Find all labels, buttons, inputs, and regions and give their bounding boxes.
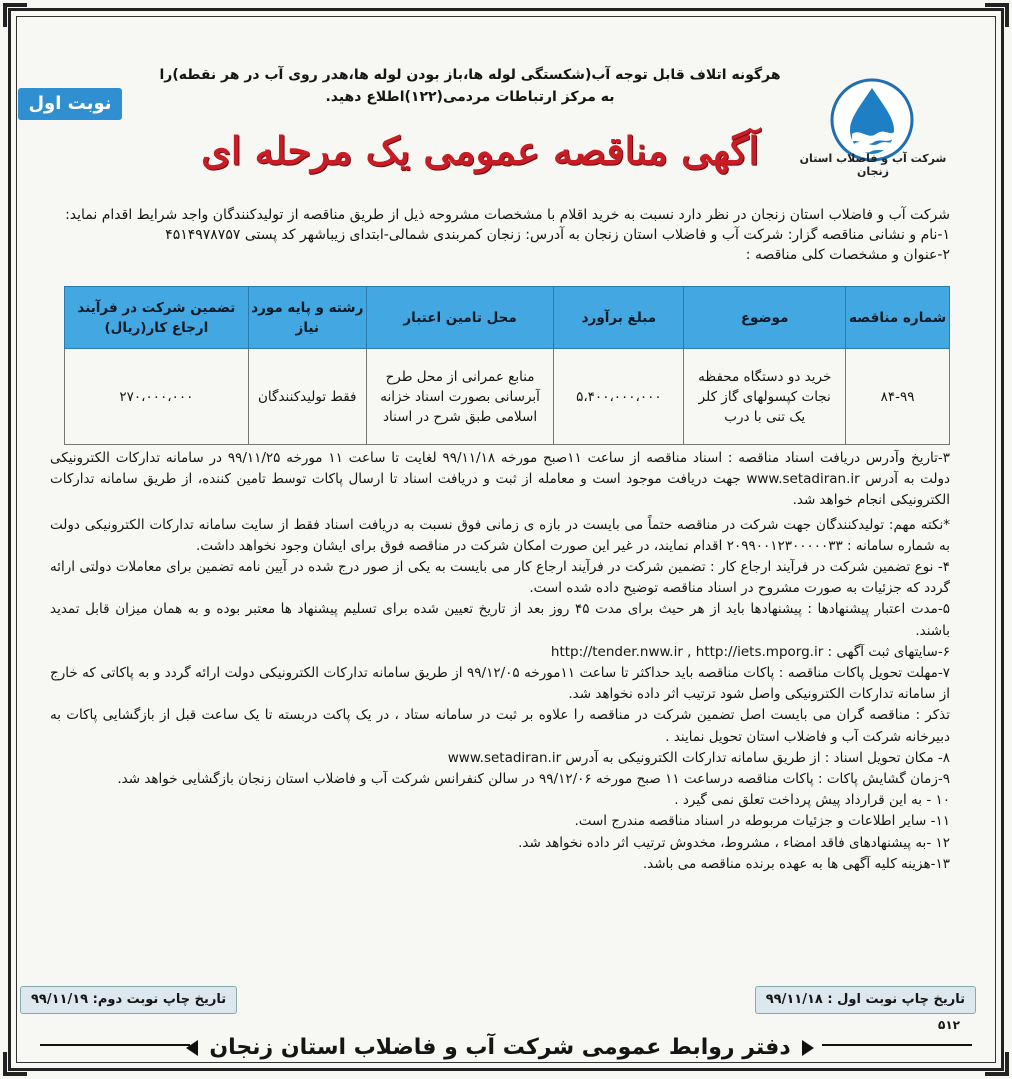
corner-ornament <box>985 3 1009 27</box>
footer-public-relations <box>180 1028 820 1068</box>
important-note: *نکته مهم: تولیدکنندگان جهت شرکت در مناقصه حتماً می بایست در بازه ی زمانی فوق نسبت به دریافت اسناد فقط از سایت سامانه تدارکات الکترونیکی دولت به شماره سامانه : ۲۰۹۹۰۰۱۲۳۰۰۰۰۰۳۳ اقدام نمایند، در غیر این صورت امکان شرکت در مناقصه فوق برای ایشان وجود نخواهد داشت. <box>50 516 950 554</box>
cell-subject: خرید دو دستگاه محفظه نجات کپسولهای گاز کلر یک تنی با درب <box>684 349 846 445</box>
intro-paragraph: شرکت آب و فاضلاب استان زنجان در نظر دارد نسبت به خرید اقلام با مشخصات مشروحه ذیل از طریق مناقصه از تولیدکنندگان واجد شرایط اقدام نماید: <box>65 207 950 223</box>
cell-tender-number: ۸۴-۹۹ <box>846 349 950 445</box>
section-3-documents: ۳-تاریخ وآدرس دریافت اسناد مناقصه : اسناد مناقصه از ساعت ۱۱صبح مورخه ۹۹/۱۱/۱۸ لغایت تا ساعت ۱۱ مورخه ۹۹/۱۱/۲۵ در سامانه تدارکات الکترونیکی دولت به آدرس www.setadiran.ir جهت دریافت موجود است و معامله از ثبت و دریافت اسناد تا ارسال پاکات توسط تامین کننده، از طریق سامانه تدارکات الکترونیکی انجام خواهد شد. <box>50 450 951 509</box>
arrow-icon <box>802 1040 814 1056</box>
section-8-delivery-place: ۸- مکان تحویل اسناد : از طریق سامانه تدارکات الکترونیکی به آدرس www.setadiran.ir <box>447 749 950 766</box>
corner-ornament <box>3 3 27 27</box>
section-9-opening-time: ۹-زمان گشایش پاکات : پاکات مناقصه درساعت ۱۱ صبح مورخه ۹۹/۱۲/۰۶ در سالن کنفرانس شرکت آب و فاضلاب استان زنجان بازگشایی خواهد شد. <box>117 771 950 788</box>
arrow-icon <box>186 1040 198 1056</box>
tender-conditions <box>50 448 950 875</box>
cell-estimate: ۵،۴۰۰،۰۰۰،۰۰۰ <box>554 349 684 445</box>
cell-guarantee: ۲۷۰،۰۰۰،۰۰۰ <box>65 349 249 445</box>
header-estimate: مبلغ برآورد <box>554 287 684 349</box>
notice-line-2: به مرکز ارتباطات مردمی(۱۲۲)اطلاع دهید. <box>325 89 615 105</box>
page-title: آگهی مناقصه عمومی یک مرحله ای <box>201 128 759 173</box>
corner-ornament <box>3 1052 27 1076</box>
table-row <box>65 349 950 445</box>
section-12-invalid-bids: ۱۲ -به پیشنهادهای فاقد امضاء ، مشروط، مخدوش ترتیب اثر داده نخواهد شد. <box>518 834 950 851</box>
header-tender-number: شماره مناقصه <box>846 287 950 349</box>
footer-text: دفتر روابط عمومی شرکت آب و فاضلاب استان زنجان <box>209 1035 791 1060</box>
table-header-row <box>65 287 950 349</box>
footer-rule <box>40 1044 190 1046</box>
second-print-date: تاریخ چاپ نوبت دوم: ۹۹/۱۱/۱۹ <box>20 986 237 1014</box>
header-subject: موضوع <box>684 287 846 349</box>
section-6-websites: ۶-سایتهای ثبت آگهی : http://tender.nww.ir , http://iets.mporg.ir <box>550 643 950 660</box>
footer-rule <box>822 1044 972 1046</box>
section-4-guarantee-type: ۴- نوع تضمین شرکت در فرآیند ارجاع کار : تضمین شرکت در فرآیند ارجاع کار می بایست به یکی از صور درج شده در آیین نامه تضمین برای معاملات دولتی ارائه گردد که جزئیات به صورت مشروح در اسناد مناقصه توضیح داده شده است. <box>50 559 950 597</box>
header-guarantee: تضمین شرکت در فرآیند ارجاع کار(ریال) <box>65 287 249 349</box>
section-10-prepayment: ۱۰ - به این قرارداد پیش پرداخت تعلق نمی گیرد . <box>674 792 950 809</box>
logo-caption: شرکت آب و فاضلاب استان زنجان <box>799 152 947 178</box>
page-number: ۵۱۲ <box>938 1018 960 1032</box>
cell-field-grade: فقط تولیدکنندگان <box>248 349 366 445</box>
header-funding-source: محل تامین اعتبار <box>366 287 554 349</box>
leak-report-notice <box>150 64 790 108</box>
section-2-title: ۲-عنوان و مشخصات کلی مناقصه : <box>745 247 950 263</box>
tender-table <box>64 286 950 445</box>
header-field-grade: رشته و پایه مورد نیاز <box>248 287 366 349</box>
section-13-ad-costs: ۱۳-هزینه کلیه آگهی ها به عهده برنده مناقصه می باشد. <box>642 855 950 872</box>
section-1-employer: ۱-نام و نشانی مناقصه گزار: شرکت آب و فاضلاب استان زنجان به آدرس: زنجان کمربندی شمالی-ابتدای زیباشهر کد پستی ۴۵۱۴۹۷۸۷۵۷ <box>165 227 950 243</box>
intro-section <box>50 205 950 265</box>
section-5-validity: ۵-مدت اعتبار پیشنهادها : پیشنهادها باید از هر حیث برای مدت ۴۵ روز بعد از تاریخ تعیین شده برای تسلیم پیشنهاد ها معتبر بوده و به همان میزان قابل تمدید باشند. <box>50 601 950 639</box>
reminder: تذکر : مناقصه گران می بایست اصل تضمین شرکت در مناقصه را علاوه بر ثبت در سامانه ستاد ، در یک پاکت دربسته تا یک ساعت قبل از بازگشایی پاکات به دبیرخانه شرکت آب و فاضلاب استان تحویل نمایند . <box>50 707 950 745</box>
water-company-logo-icon <box>830 78 914 162</box>
notice-line-1: هرگونه اتلاف قابل توجه آب(شکستگی لوله ها،باز بودن لوله ها،هدر روی آب در هر نقطه)را <box>159 67 781 83</box>
cell-funding-source: منابع عمرانی از محل طرح آبرسانی بصورت اسناد خزانه اسلامی طبق شرح در اسناد <box>366 349 554 445</box>
first-print-date: تاریخ چاپ نوبت اول : ۹۹/۱۱/۱۸ <box>755 986 976 1014</box>
section-7-deadline: ۷-مهلت تحویل پاکات مناقصه : پاکات مناقصه باید حداکثر تا ساعت ۱۱مورخه ۹۹/۱۲/۰۵ از طریق سامانه تدارکات الکترونیکی دولت ارائه گردد و به پاکاتی که خارج از سامانه تدارکات الکترونیکی واصل شود ترتیب اثر داده نخواهد شد. <box>50 665 951 703</box>
corner-ornament <box>985 1052 1009 1076</box>
section-11-other-info: ۱۱- سایر اطلاعات و جزئیات مربوطه در اسناد مناقصه مندرج است. <box>574 813 950 830</box>
first-round-badge: نوبت اول <box>18 88 122 120</box>
